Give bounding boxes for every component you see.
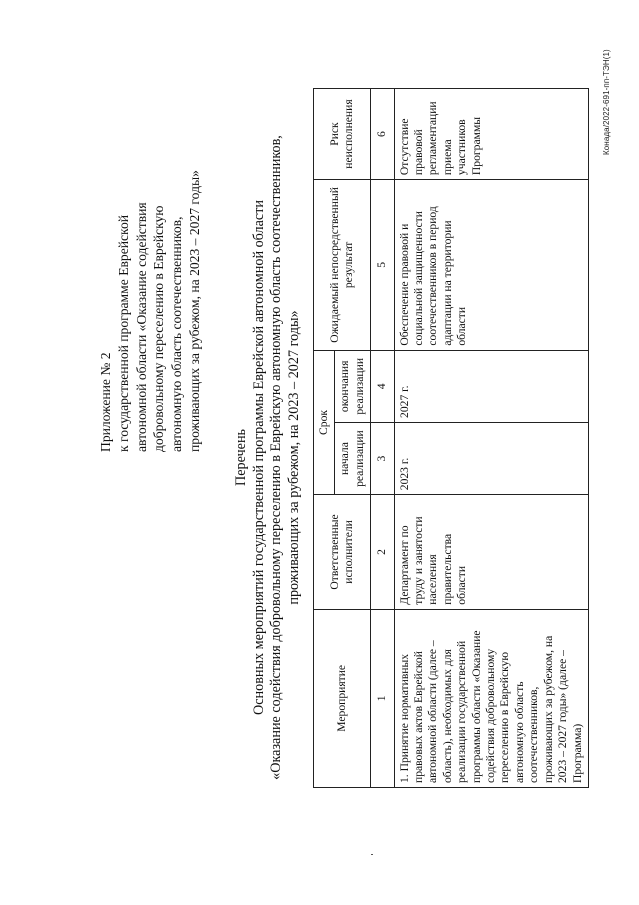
title-line: проживающих за рубежом, на 2023 – 2027 годы» (285, 310, 302, 605)
cell-risk: Отсутствие правовой регламентации приема участников Программы (394, 89, 588, 180)
column-number: 3 (371, 422, 394, 494)
appendix-note (97, 122, 204, 452)
column-number: 2 (371, 495, 394, 609)
column-number: 5 (371, 180, 394, 351)
column-number: 6 (371, 89, 394, 180)
scan-speck (371, 854, 373, 855)
appendix-line: проживающих за рубежом, на 2023 – 2027 годы» (186, 170, 202, 452)
cell-executors: Департамент по труду и занятости населения правительства области (394, 495, 588, 609)
rotated-page (35, 75, 595, 840)
header-end: окончания реализации (335, 350, 371, 422)
column-numbers-row (371, 89, 394, 788)
title-heading: Перечень (233, 428, 249, 487)
activities-table (313, 88, 589, 788)
cell-activity: 1. Принятие нормативных правовых актов Еврейской автономной области (далее – область), необходимых для реализации государственной программы области «Оказание содействия добровольному переселению в Еврейскую автономную область соотечественников, проживающих за рубежом, на 2023 – 2027 годы» (далее – Программа) (394, 609, 588, 787)
column-number: 1 (371, 609, 394, 787)
title-line: Основных мероприятий государственной программы Еврейской автономной области (250, 199, 267, 716)
appendix-line: автономную область соотечественников, (169, 216, 185, 452)
appendix-line: к государственной программе Еврейской (115, 214, 131, 452)
header-result: Ожидаемый непосредственный результат (314, 180, 371, 351)
header-term: Срок (314, 350, 335, 495)
header-risk: Риск неисполнения (314, 89, 371, 180)
cell-result: Обеспечение правовой и социальной защищенности соотечественников в период адаптации на территории области (394, 180, 588, 351)
cell-end: 2027 г. (394, 350, 588, 422)
appendix-line: Приложение № 2 (98, 352, 113, 452)
table-row (394, 89, 588, 788)
appendix-line: добровольному переселению в Еврейскую (151, 205, 167, 452)
appendix-line: автономной области «Оказание содействия (133, 202, 149, 452)
title-line: «Оказание содействия добровольному переселению в Еврейскую автономную область соотечественников, (268, 135, 284, 780)
document-code: Конада/2022-691-пп-ТЭН(1) (602, 49, 611, 155)
header-activity: Мероприятие (314, 609, 371, 787)
column-number: 4 (371, 350, 394, 422)
header-start: начала реализации (335, 422, 371, 494)
header-executors: Ответственные исполнители (314, 495, 371, 609)
table-header-row (314, 89, 335, 788)
cell-start: 2023 г. (394, 422, 588, 494)
document-title (233, 85, 303, 830)
